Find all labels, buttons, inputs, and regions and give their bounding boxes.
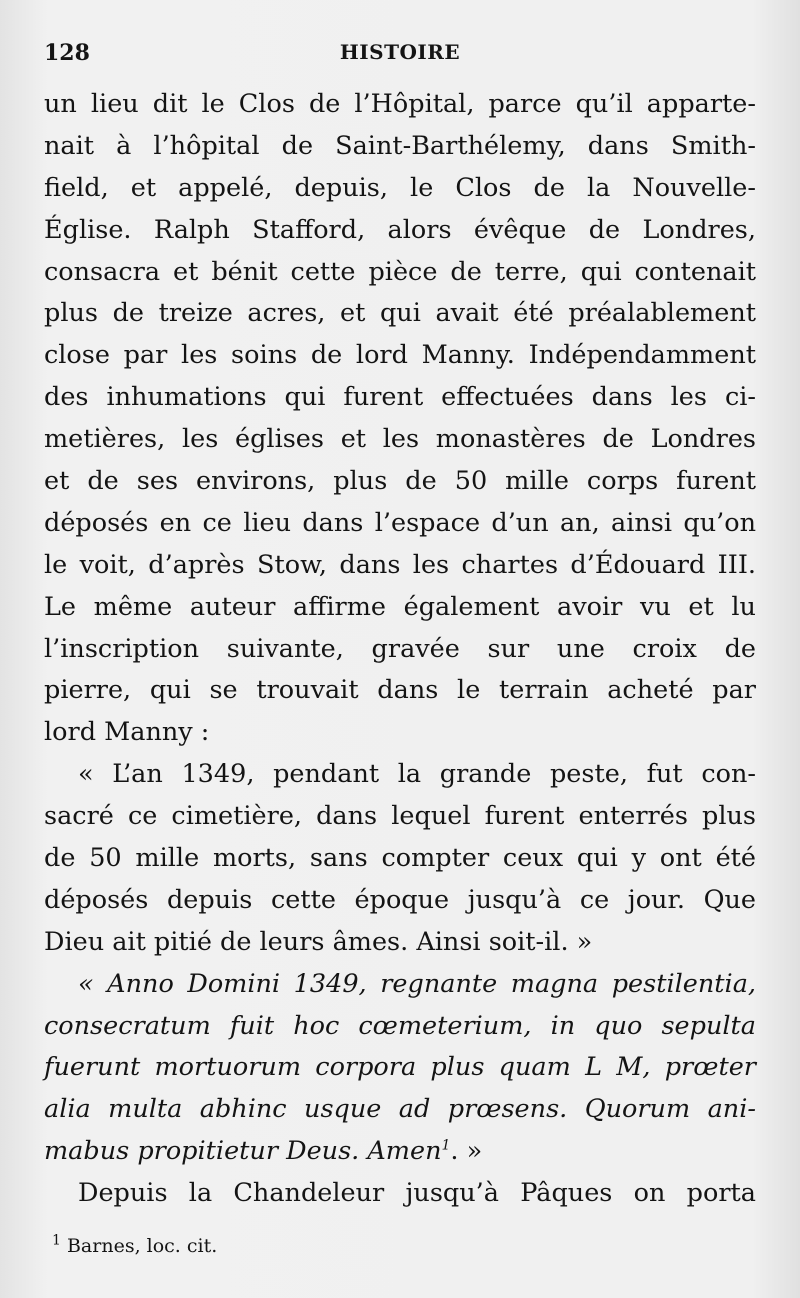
text-line: Église. Ralph Stafford, alors évêque de Londres, [44, 214, 756, 245]
text-line: pierre, qui se trouvait dans le terrain acheté par [44, 675, 756, 706]
text-line: déposés depuis cette époque jusqu’à ce jour. Que [44, 884, 756, 915]
text-line: déposés en ce lieu dans l’espace d’un an, ainsi qu’on [44, 507, 756, 538]
running-title: HISTOIRE [339, 40, 461, 64]
text-line: lord Manny : [44, 717, 210, 748]
page-number: 128 [44, 40, 90, 66]
text-line: consecratum fuit hoc cœmeterium, in quo sepulta [44, 1010, 756, 1041]
text-line: et de ses environs, plus de 50 mille corps furent [44, 466, 756, 497]
text-line: « L’an 1349, pendant la grande peste, fut con- [78, 759, 756, 790]
text-line: l’inscription suivante, gravée sur une croix de [44, 633, 756, 664]
text-line: Depuis la Chandeleur jusqu’à Pâques on porta [78, 1178, 756, 1209]
text-line: mabus propitietur Deus. Amen$^1$. » [44, 1136, 483, 1167]
text-line: Le même auteur affirme également avoir vu et lu [44, 591, 756, 622]
text-line: de 50 mille morts, sans compter ceux qui y ont été [44, 843, 756, 874]
text-line: des inhumations qui furent effectuées dans les ci- [44, 382, 756, 413]
text-line: alia multa abhinc usque ad prœsens. Quorum ani- [44, 1094, 756, 1125]
text-line: plus de treize acres, et qui avait été préalablement [44, 298, 756, 329]
footnote-text: Barnes, loc. cit. [66, 1235, 218, 1257]
text-line: fuerunt mortuorum corpora plus quam L M, prœter [44, 1052, 756, 1083]
text-line: Dieu ait pitié de leurs âmes. Ainsi soit-il. » [44, 926, 593, 957]
text-line: metières, les églises et les monastères de Londres [44, 424, 756, 455]
footnote-reference[interactable]: 1 [441, 1137, 451, 1154]
text-line: close par les soins de lord Manny. Indépendamment [44, 340, 756, 371]
text-line: consacra et bénit cette pièce de terre, qui contenait [44, 256, 756, 287]
body-text [44, 84, 756, 1215]
text-line: un lieu dit le Clos de l’Hôpital, parce qu’il apparte- [44, 89, 756, 119]
text-line: sacré ce cimetière, dans lequel furent enterrés plus [44, 801, 756, 832]
text-line: nait à l’hôpital de Saint-Barthélemy, dans Smith- [44, 130, 756, 161]
text-line: le voit, d’après Stow, dans les chartes d’Édouard III. [44, 549, 756, 580]
footnote-marker: 1 [52, 1232, 61, 1249]
footnote [52, 1232, 218, 1257]
page-header [44, 40, 756, 76]
text-line: field, et appelé, depuis, le Clos de la Nouvelle- [44, 172, 756, 203]
text-line: « Anno Domini 1349, regnante magna pestilentia, [78, 968, 756, 999]
